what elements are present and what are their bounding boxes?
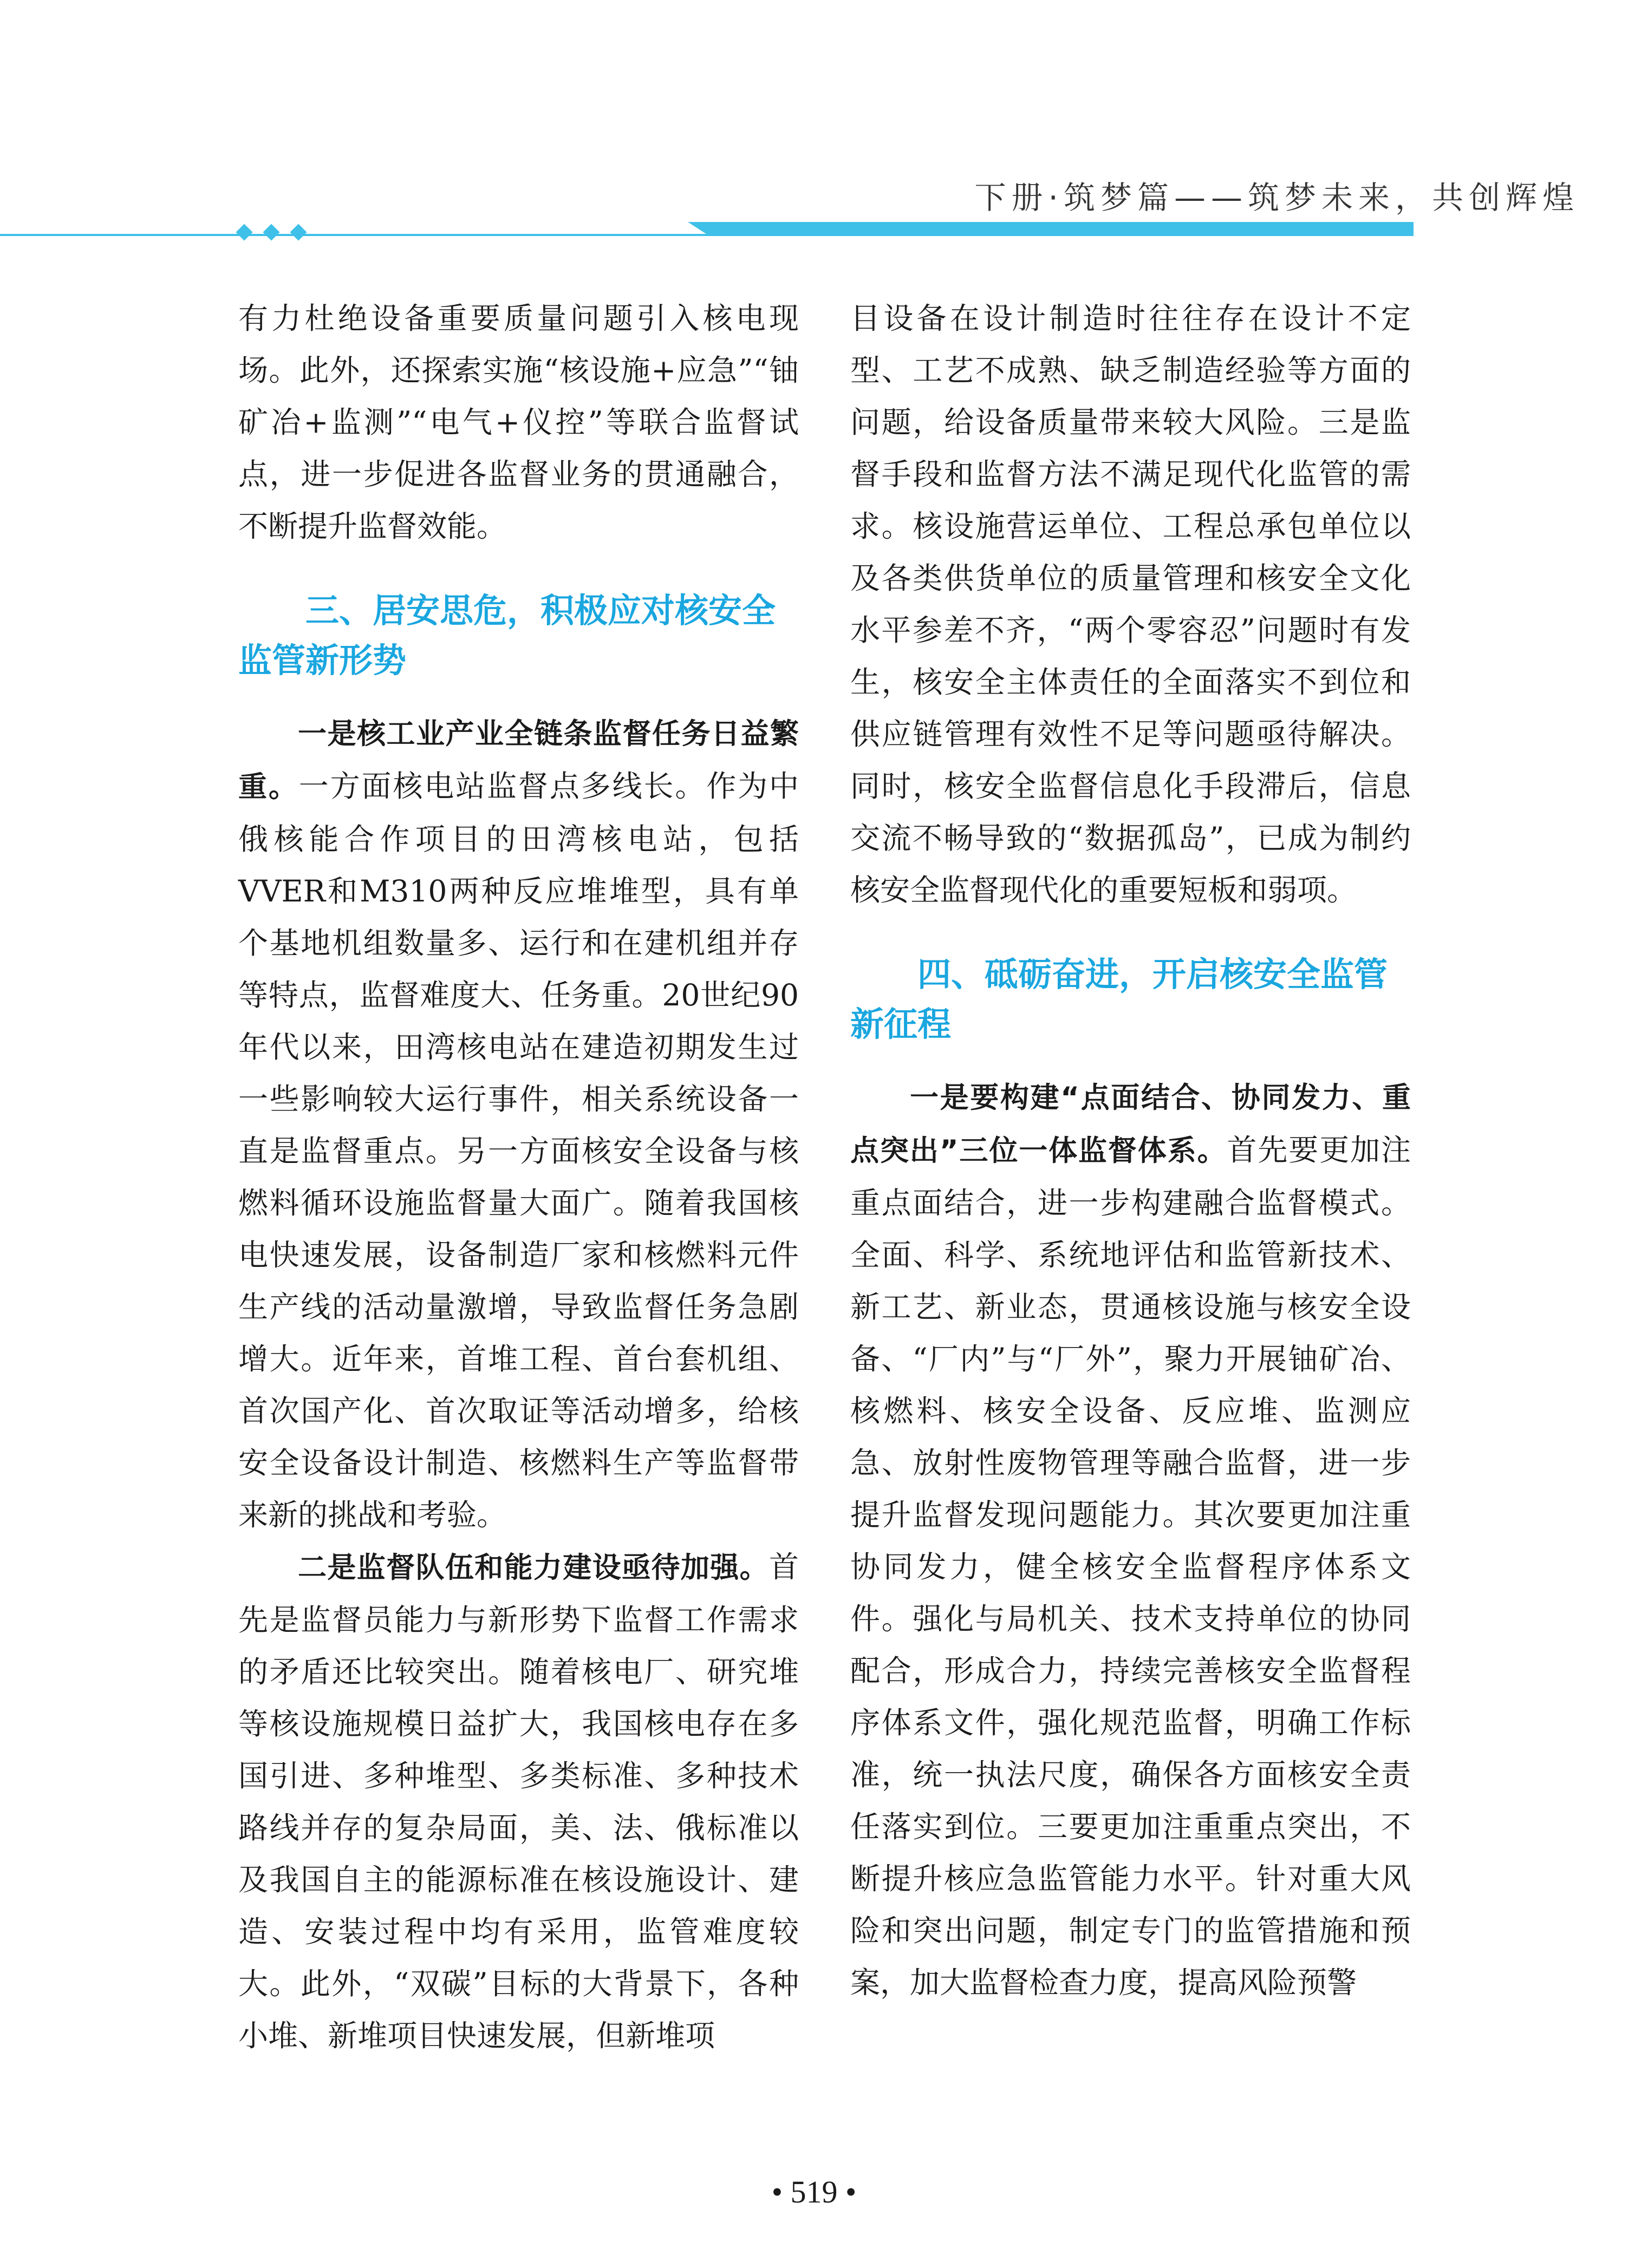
paragraph-lead: 一是核工业产业全链条监督任务日益繁重。 [238, 717, 799, 803]
right-column [850, 292, 1411, 2009]
paragraph-body: 一方面核电站监督点多线长。作为中俄核能合作项目的田湾核电站，包括VVER和M310两种反应堆堆型，具有单个基地机组数量多、运行和在建机组并存等特点，监督难度大、任务重。20世纪90年代以来，田湾核电站在建造初期发生过一些影响较大运行事件，相关系统设备一直是监督重点。另一方面核安全设备与核燃料循环设施监督量大面广。随着我国核电快速发展，设备制造厂家和核燃料元件生产线的活动量激增，导致监督任务急剧增大。近年来，首堆工程、首台套机组、首次国产化、首次取证等活动增多，给核安全设备设计制造、核燃料生产等监督带来新的挑战和考验。 [238, 769, 799, 1532]
paragraph [238, 1541, 799, 2062]
paragraph-body: 首先是监督员能力与新形势下监督工作需求的矛盾还比较突出。随着核电厂、研究堆等核设施规模日益扩大，我国核电存在多国引进、多种堆型、多类标准、多种技术路线并存的复杂局面，美、法、俄标准以及我国自主的能源标准在核设施设计、建造、安装过程中均有采用，监管难度较大。此外，“双碳”目标的大背景下，各种小堆、新堆项目快速发展，但新堆项 [238, 1550, 799, 2053]
diamond-icon [236, 224, 252, 240]
page-number: • 519 • [771, 2174, 857, 2210]
diamond-icon [290, 224, 307, 240]
header-rule [0, 234, 1414, 236]
left-column [238, 292, 799, 2062]
section-heading-3: 三、居安思危，积极应对核安全监管新形势 [238, 591, 776, 680]
diamond-icon [263, 224, 279, 240]
running-header: 下册·筑梦篇——筑梦未来，共创辉煌 [974, 179, 1579, 216]
paragraph [850, 1071, 1411, 2009]
paragraph-lead: 一是要构建“点面结合、协同发力、重点突出”三位一体监督体系。 [850, 1081, 1411, 1167]
section-heading-4: 四、砥砺奋进，开启核安全监管新征程 [850, 955, 1388, 1044]
paragraph-body: 首先要更加注重点面结合，进一步构建融合监督模式。全面、科学、系统地评估和监管新技术、新工艺、新业态，贯通核设施与核安全设备、“厂内”与“厂外”，聚力开展铀矿冶、核燃料、核安全设备、反应堆、监测应急、放射性废物管理等融合监督，进一步提升监督发现问题能力。其次要更加注重协同发力，健全核安全监督程序体系文件。强化与局机关、技术支持单位的协同配合，形成合力，持续完善核安全监督程序体系文件，强化规范监督，明确工作标准，统一执法尺度，确保各方面核安全责任落实到位。三要更加注重重点突出，不断提升核应急监管能力水平。针对重大风险和突出问题，制定专门的监管措施和预案，加大监督检查力度，提高风险预警 [850, 1133, 1411, 2000]
paragraph-continued: 有力杜绝设备重要质量问题引入核电现场。此外，还探索实施“核设施+应急”“铀矿冶+监测”“电气+仪控”等联合监督试点，进一步促进各监督业务的贯通融合，不断提升监督效能。 [238, 301, 799, 544]
paragraph-lead: 二是监督队伍和能力建设亟待加强。 [298, 1551, 769, 1584]
paragraph-continued: 目设备在设计制造时往往存在设计不定型、工艺不成熟、缺乏制造经验等方面的问题，给设备质量带来较大风险。三是监督手段和监督方法不满足现代化监管的需求。核设施营运单位、工程总承包单位以及各类供货单位的质量管理和核安全文化水平参差不齐，“两个零容忍”问题时有发生，核安全主体责任的全面落实不到位和供应链管理有效性不足等问题亟待解决。同时，核安全监督信息化手段滞后，信息交流不畅导致的“数据孤岛”，已成为制约核安全监督现代化的重要短板和弱项。 [850, 301, 1411, 907]
paragraph [238, 707, 799, 1541]
